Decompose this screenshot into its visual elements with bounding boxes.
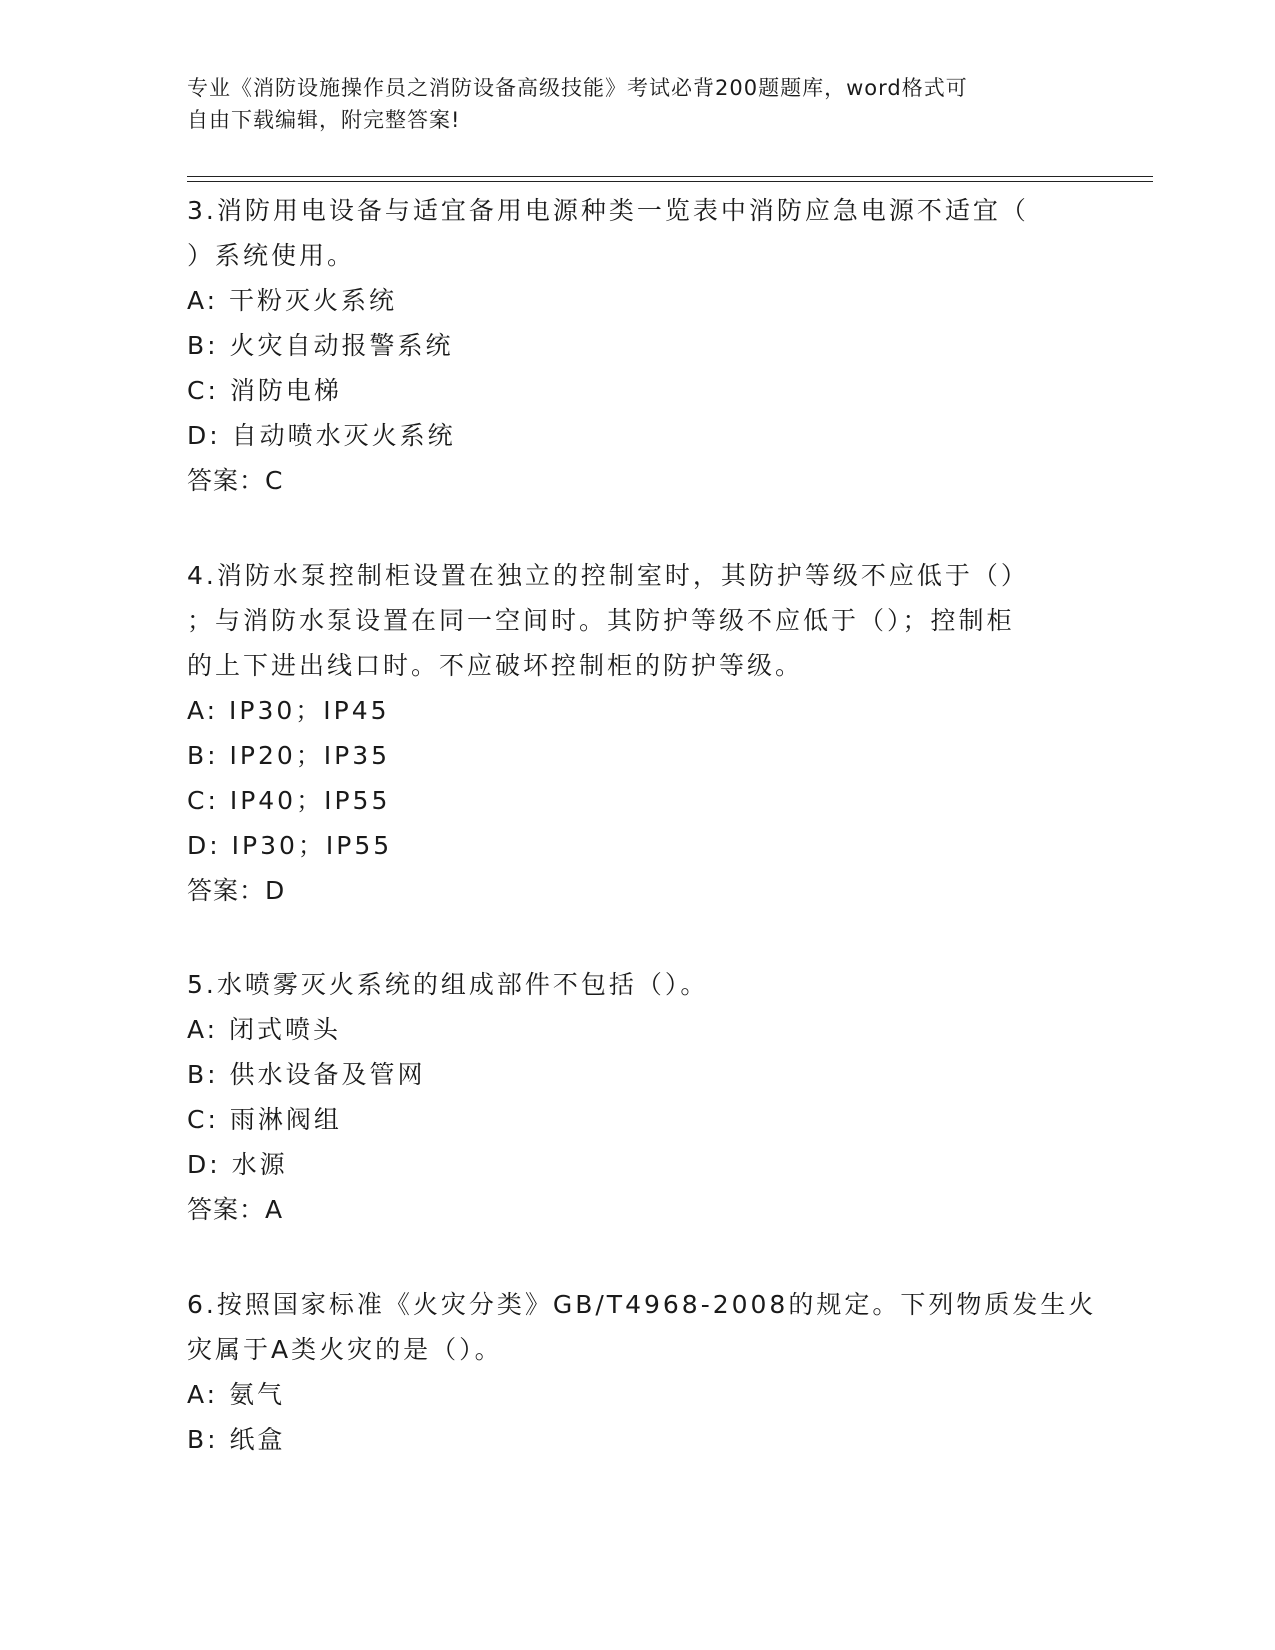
question-stem-line: 5.水喷雾灭火系统的组成部件不包括（）。 [187, 970, 709, 999]
option-a: A: 氨气 [187, 1380, 286, 1409]
option-a: A: IP30；IP45 [187, 696, 390, 725]
question-stem-line: 4.消防水泵控制柜设置在独立的控制室时，其防护等级不应低于（） [187, 561, 1029, 590]
question-stem-line: 3.消防用电设备与适宜备用电源种类一览表中消防应急电源不适宜（ [187, 196, 1029, 225]
answer: 答案：D [187, 876, 286, 905]
header-divider-bottom [187, 181, 1153, 182]
header-line-1: 专业《消防设施操作员之消防设备高级技能》考试必背200题题库，word格式可 [187, 76, 968, 100]
option-b: B: IP20；IP35 [187, 741, 391, 770]
answer: 答案：C [187, 466, 284, 495]
header-line-2: 自由下载编辑，附完整答案! [187, 108, 461, 132]
question-stem-line: 的上下进出线口时。不应破坏控制柜的防护等级。 [187, 651, 804, 680]
option-d: D: 水源 [187, 1150, 288, 1179]
option-d: D: IP30；IP55 [187, 831, 393, 860]
option-b: B: 纸盒 [187, 1425, 286, 1454]
question-stem-line: ）系统使用。 [187, 241, 356, 270]
option-c: C: IP40；IP55 [187, 786, 391, 815]
option-a: A: 干粉灭火系统 [187, 286, 398, 315]
option-b: B: 火灾自动报警系统 [187, 331, 454, 360]
option-c: C: 消防电梯 [187, 376, 342, 405]
header-divider-top [187, 176, 1153, 177]
answer: 答案：A [187, 1195, 284, 1224]
option-a: A: 闭式喷头 [187, 1015, 342, 1044]
option-c: C: 雨淋阀组 [187, 1105, 342, 1134]
question-6 [187, 1282, 1097, 1462]
document-header [187, 72, 1067, 136]
question-stem-line: 灾属于A类火灾的是（）。 [187, 1335, 503, 1364]
option-b: B: 供水设备及管网 [187, 1060, 426, 1089]
question-stem-line: 6.按照国家标准《火灾分类》GB/T4968-2008的规定。下列物质发生火 [187, 1290, 1097, 1319]
option-d: D: 自动喷水灭火系统 [187, 421, 456, 450]
question-4 [187, 553, 1087, 913]
question-stem-line: ；与消防水泵设置在同一空间时。其防护等级不应低于（）；控制柜 [187, 606, 1015, 635]
question-5 [187, 962, 1087, 1232]
question-3 [187, 188, 1087, 503]
